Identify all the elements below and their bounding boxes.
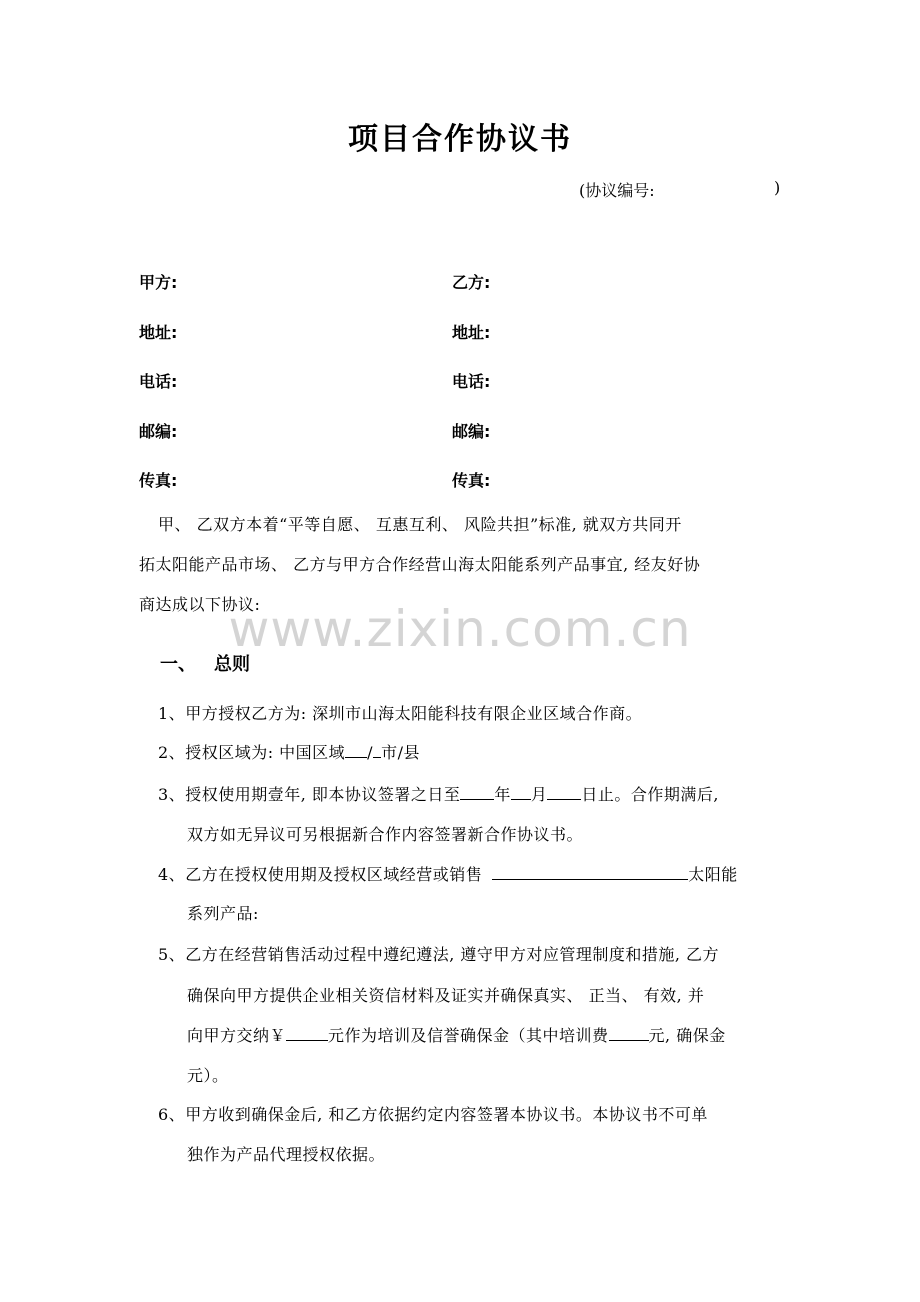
clause-3-line-1 xyxy=(158,775,719,815)
clause-5-text-3a: 向甲方交纳￥ xyxy=(187,1026,287,1045)
clause-4-line-1 xyxy=(158,855,738,895)
section-1-title: 总则 xyxy=(214,654,250,675)
clause-5-amount-blank xyxy=(286,1026,328,1041)
clause-2-text-b: / xyxy=(367,743,374,762)
section-1-number: 一、 xyxy=(160,654,196,675)
clause-3-number: 3、 xyxy=(158,785,186,804)
clause-5-text-1: 乙方在经营销售活动过程中遵纪遵法, 遵守甲方对应管理制度和措施, 乙方 xyxy=(185,945,720,964)
party-a-address-label: 地址: xyxy=(139,323,178,342)
party-a-postcode-label: 邮编: xyxy=(139,422,178,441)
intro-line-2: 拓太阳能产品市场、 乙方与甲方合作经营山海太阳能系列产品事宜, 经友好协 xyxy=(139,555,701,574)
clause-6-text-1: 甲方收到确保金后, 和乙方依据约定内容签署本协议书。本协议书不可单 xyxy=(185,1105,708,1124)
clause-2-text-c: 市/县 xyxy=(381,743,420,762)
clause-5-line-3 xyxy=(187,1016,726,1056)
clause-3-text-b: 年 xyxy=(494,785,511,804)
watermark: www.zixin.com.cn xyxy=(228,600,692,658)
clause-6-line-2: 独作为产品代理授权依据。 xyxy=(187,1145,386,1164)
clause-3-year-blank xyxy=(460,785,494,800)
agreement-number-close: ) xyxy=(774,178,781,197)
clause-5-text-3b: 元作为培训及信誉确保金（其中培训费 xyxy=(328,1026,609,1045)
intro-line-3: 商达成以下协议: xyxy=(139,595,261,614)
clause-1 xyxy=(158,694,642,734)
clause-3-day-blank xyxy=(547,785,581,800)
party-b-postcode-label: 邮编: xyxy=(452,422,491,441)
agreement-number-label: (协议编号: xyxy=(579,181,655,200)
clause-1-number: 1、 xyxy=(158,704,186,723)
clause-5-line-2: 确保向甲方提供企业相关资信材料及证实并确保真实、 正当、 有效, 并 xyxy=(187,986,705,1005)
clause-4-line-2: 系列产品: xyxy=(187,904,259,923)
clause-4-product-blank xyxy=(492,865,688,880)
clause-5-fee-blank xyxy=(609,1026,649,1041)
party-b-fax-label: 传真: xyxy=(452,471,491,490)
clause-5-line-4: 元）。 xyxy=(187,1066,229,1085)
clause-6-number: 6、 xyxy=(158,1105,186,1124)
party-b-phone-label: 电话: xyxy=(452,372,491,391)
clause-3-month-blank xyxy=(511,785,531,800)
clause-5-number: 5、 xyxy=(158,945,186,964)
clause-2-number: 2、 xyxy=(158,743,186,762)
party-b-address-label: 地址: xyxy=(452,323,491,342)
clause-2-blank-1 xyxy=(345,743,367,758)
clause-4-text-a: 乙方在授权使用期及授权区域经营或销售 xyxy=(185,865,483,884)
clause-3-line-2: 双方如无异议可另根据新合作内容签署新合作协议书。 xyxy=(187,825,584,844)
clause-4-text-b: 太阳能 xyxy=(688,865,738,884)
clause-5-line-1 xyxy=(158,935,719,975)
party-a-phone-label: 电话: xyxy=(139,372,178,391)
intro-line-1: 甲、 乙双方本着“平等自愿、 互惠互利、 风险共担”标准, 就双方共同开 xyxy=(158,515,682,534)
clause-3-text-a: 授权使用期壹年, 即本协议签署之日至 xyxy=(185,785,461,804)
clause-2 xyxy=(158,733,420,773)
clause-6-line-1 xyxy=(158,1095,708,1135)
party-a-fax-label: 传真: xyxy=(139,471,178,490)
clause-3-text-c: 月 xyxy=(530,785,548,804)
document-title: 项目合作协议书 xyxy=(348,122,572,157)
party-a-label: 甲方: xyxy=(139,273,178,292)
clause-2-blank-2 xyxy=(373,743,381,758)
clause-3-text-d: 日止。合作期满后, xyxy=(581,785,719,804)
clause-4-number: 4、 xyxy=(158,865,186,884)
clause-5-text-3c: 元, 确保金 xyxy=(648,1026,726,1045)
clause-2-text-a: 授权区域为: 中国区域 xyxy=(185,743,346,762)
party-b-label: 乙方: xyxy=(452,273,491,292)
clause-1-text: 甲方授权乙方为: 深圳市山海太阳能科技有限企业区域合作商。 xyxy=(185,704,643,723)
